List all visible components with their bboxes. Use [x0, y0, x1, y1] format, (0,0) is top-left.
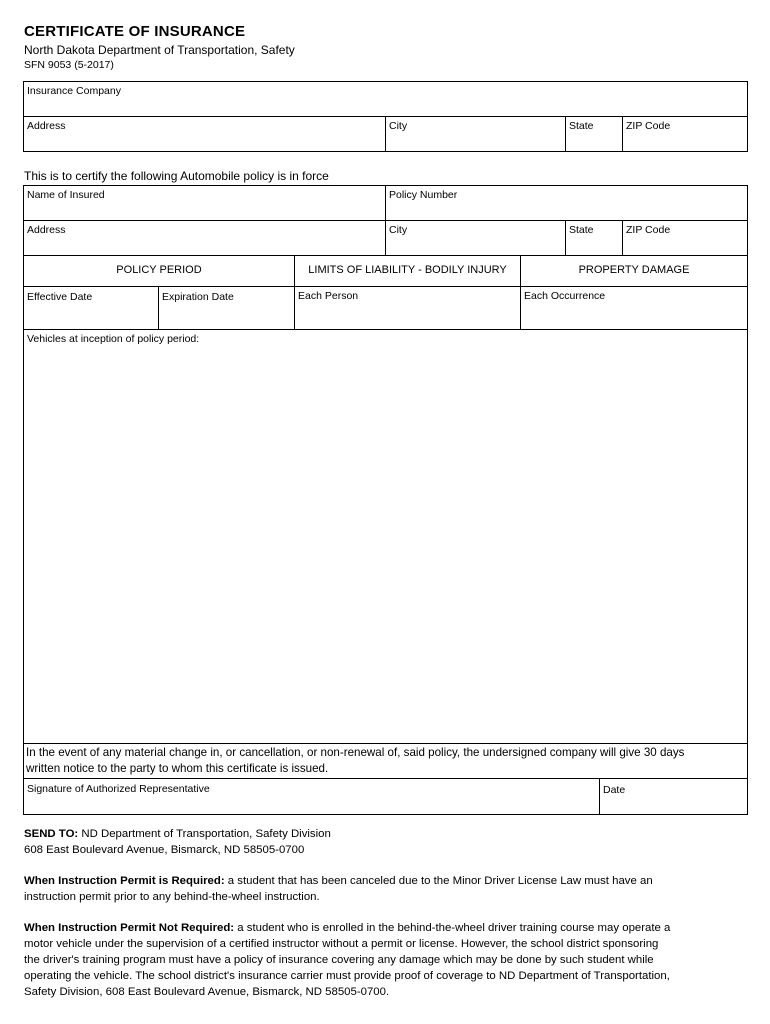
divider [23, 329, 748, 330]
divider [385, 220, 386, 256]
form-title: CERTIFICATE OF INSURANCE [24, 23, 246, 40]
each-occurrence-field[interactable]: Each Occurrence [524, 290, 606, 302]
divider [23, 286, 748, 287]
divider [599, 778, 600, 815]
insured-city-field[interactable]: City [389, 224, 408, 236]
form-number: SFN 9053 (5-2017) [24, 59, 114, 71]
insured-zip-field[interactable]: ZIP Code [626, 224, 671, 236]
department-name: North Dakota Department of Transportation, Safety [24, 43, 295, 57]
property-damage-header: PROPERTY DAMAGE [578, 264, 690, 276]
company-address-field[interactable]: Address [27, 120, 66, 132]
divider [565, 116, 566, 152]
permit-not-required-label: When Instruction Permit Not Required: [24, 922, 235, 934]
certify-statement: This is to certify the following Automobile policy is in force [24, 169, 329, 183]
divider [565, 220, 566, 256]
send-to-label: SEND TO: [24, 828, 79, 840]
notice-line-2: written notice to the party to whom this certificate is issued. [26, 762, 329, 775]
divider [23, 743, 748, 744]
notice-line-1: In the event of any material change in, or cancellation, or non-renewal of, said policy, the undersigned company will give 30 days [26, 746, 685, 759]
policy-number-field[interactable]: Policy Number [389, 189, 458, 201]
permit-not-required-line-2: motor vehicle under the supervision of a certified instructor without a permit or license. However, the school district sponsoring [24, 938, 659, 950]
permit-required-label: When Instruction Permit is Required: [24, 875, 225, 887]
divider [622, 220, 623, 256]
permit-required-block [24, 873, 749, 905]
cancellation-notice [26, 745, 746, 777]
permit-not-required-block [24, 920, 749, 1000]
permit-required-line-2: instruction permit prior to any behind-the-wheel instruction. [24, 891, 320, 903]
signature-field[interactable]: Signature of Authorized Representative [27, 783, 210, 795]
effective-date-field[interactable]: Effective Date [27, 291, 93, 303]
expiration-date-field[interactable]: Expiration Date [162, 291, 234, 303]
permit-not-required-line-5: Safety Division, 608 East Boulevard Avenue, Bismarck, ND 58505-0700. [24, 986, 390, 998]
divider [23, 778, 748, 779]
permit-not-required-line-3: the driver's training program must have a policy of insurance covering any damage which may be done by such student while [24, 954, 654, 966]
policy-period-header: POLICY PERIOD [116, 264, 202, 276]
name-of-insured-field[interactable]: Name of Insured [27, 189, 105, 201]
each-person-field[interactable]: Each Person [298, 290, 359, 302]
signature-date-field[interactable]: Date [603, 784, 626, 796]
permit-required-line-1: a student that has been canceled due to the Minor Driver License Law must have an [224, 875, 653, 887]
insured-policy-section [23, 185, 748, 815]
insured-state-field[interactable]: State [569, 224, 594, 236]
company-city-field[interactable]: City [389, 120, 408, 132]
send-to-line-1: ND Department of Transportation, Safety Division [78, 828, 331, 840]
send-to-block [24, 826, 744, 858]
divider [23, 255, 748, 256]
divider [158, 286, 159, 330]
divider [385, 116, 386, 152]
insurance-company-field[interactable]: Insurance Company [27, 85, 121, 97]
divider [385, 185, 386, 221]
company-zip-field[interactable]: ZIP Code [626, 120, 671, 132]
liability-header: LIMITS OF LIABILITY - BODILY INJURY [308, 264, 507, 276]
vehicles-field[interactable]: Vehicles at inception of policy period: [27, 333, 200, 345]
send-to-line-2: 608 East Boulevard Avenue, Bismarck, ND 58505-0700 [24, 844, 305, 856]
insured-address-field[interactable]: Address [27, 224, 66, 236]
company-state-field[interactable]: State [569, 120, 594, 132]
permit-not-required-line-1: a student who is enrolled in the behind-the-wheel driver training course may operate a [234, 922, 671, 934]
permit-not-required-line-4: operating the vehicle. The school district's insurance carrier must provide proof of coverage to ND Department of Transportation, [24, 970, 670, 982]
divider [622, 116, 623, 152]
